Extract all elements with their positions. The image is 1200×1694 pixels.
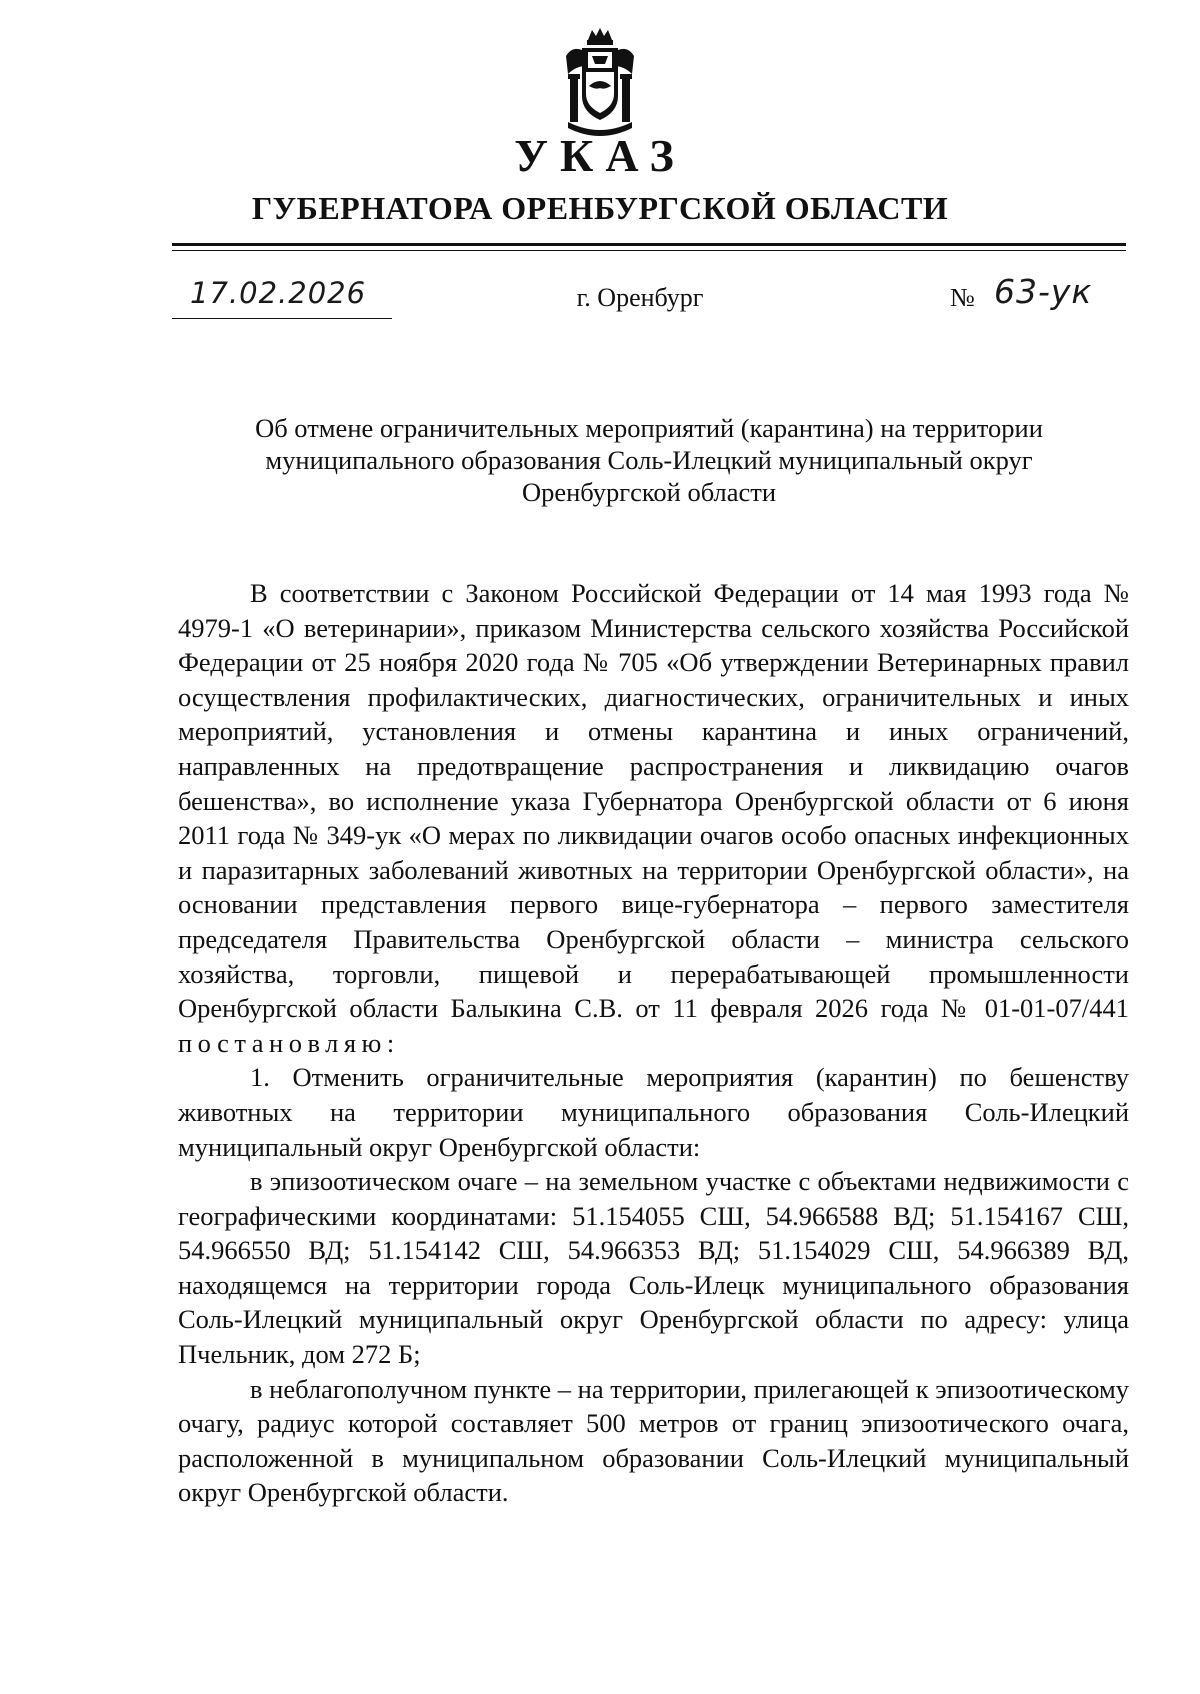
paragraph-unfavorable-point: в неблагополучном пункте – на территории, прилегающей к эпизоотическому очагу, радиус которой составляет 500 метров от границ эпизоотического очага, расположенной в муниципальном образовании Соль-Илецкий муниципальный округ Оренбургской области. [178,1373,1129,1508]
handwritten-number: 63-ук [994,272,1093,311]
preamble-paragraph [178,576,1129,1060]
date-field [172,276,392,319]
title-line: Об отмене ограничительных мероприятий (карантина) на территории [255,413,1043,443]
title-line: муниципального образования Соль-Илецкий муниципальный округ [265,445,1033,475]
decree-word: постановляю: [178,1027,400,1058]
decree-body [178,576,1129,1510]
title-line: Оренбургской области [521,477,777,507]
issuer-title: ГУБЕРНАТОРА ОРЕНБУРГСКОЙ ОБЛАСТИ [251,190,949,226]
doc-type-title: УКАЗ [514,130,686,181]
number-sign: № [950,283,975,312]
paragraph-1: 1. Отменить ограничительные мероприятия (карантин) по бешенству животных на территории муниципального образования Соль-Илецкий муниципальный округ Оренбургской области: [178,1062,1129,1162]
handwritten-date: 17.02.2026 [190,276,367,310]
preamble-text: В соответствии с Законом Российской Федерации от 14 мая 1993 года № 4979-1 «О ветеринарии», приказом Министерства сельского хозяйства Российской Федерации от 25 ноября 2020 года № 705 «Об утверждении Ветеринарных правил осуществления профилактических, диагностических, ограничительных и иных мероприятий, установления и отмены карантина и иных ограничений, направленных на предотвращение распространения и ликвидацию очагов бешенства», во исполнение указа Губернатора Оренбургской области от 6 июня 2011 года № 349-ук «О мерах по ликвидации очагов особо опасных инфекционных и паразитарных заболеваний животных на территории Оренбургской области», на основании представления первого вице-губернатора – первого заместителя председателя Правительства Оренбургской области – министра сельского хозяйства, торговли, пищевой и перерабатывающей промышленности Оренбургской области Балыкина С.В. от 11 февраля 2026 года № 01-01-07/441 [178,578,1129,1024]
header-rule-thick [172,243,1126,246]
city-label: г. Оренбург [576,283,704,312]
coat-of-arms-icon [558,26,642,138]
number-field [950,272,1130,320]
decree-title [172,412,1126,508]
paragraph-focus: в эпизоотическом очаге – на земельном участке с объектами недвижимости с географическими координатами: 51.154055 СШ, 54.966588 ВД; 51.154167 СШ, 54.966550 ВД; 51.154142 СШ, 54.966353 ВД; 51.154029 СШ, 54.966389 ВД, находящемся на территории города Соль-Илецк муниципального образования Соль-Илецкий муниципальный округ Оренбургской области по адресу: улица Пчельник, дом 272 Б; [178,1166,1129,1370]
header-rule-thin [172,250,1126,251]
